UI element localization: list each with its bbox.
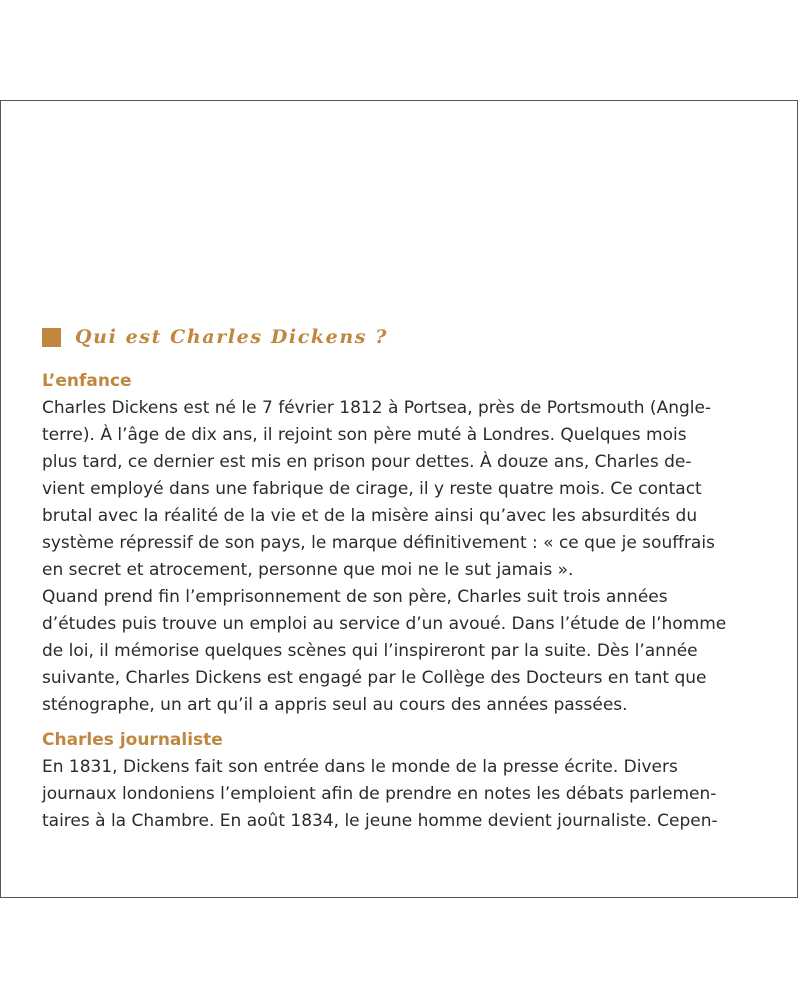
journaliste-section bbox=[42, 727, 762, 835]
text-line: En 1831, Dickens fait son entrée dans le monde de la presse écrite. Divers bbox=[42, 757, 678, 777]
text-line: sténographe, un art qu’il a appris seul au cours des années passées. bbox=[42, 695, 628, 715]
text-line: en secret et atrocement, personne que moi ne le sut jamais ». bbox=[42, 560, 574, 580]
text-line: terre). À l’âge de dix ans, il rejoint son père muté à Londres. Quelques mois bbox=[42, 425, 687, 445]
text-line: d’études puis trouve un emploi au service d’un avoué. Dans l’étude de l’homme bbox=[42, 614, 727, 634]
text-line: taires à la Chambre. En août 1834, le jeune homme devient journaliste. Cepen- bbox=[42, 811, 718, 831]
enfance-heading: L’enfance bbox=[42, 371, 132, 391]
text-line: de loi, il mémorise quelques scènes qui l’inspireront par la suite. Dès l’année bbox=[42, 641, 698, 661]
enfance-paragraph bbox=[42, 395, 762, 719]
text-line: Quand prend fin l’emprisonnement de son père, Charles suit trois années bbox=[42, 587, 668, 607]
section-spacer bbox=[42, 719, 762, 727]
section-header bbox=[42, 320, 762, 354]
journaliste-paragraph bbox=[42, 754, 762, 835]
document-content bbox=[42, 320, 762, 835]
journaliste-heading: Charles journaliste bbox=[42, 730, 223, 750]
text-line: vient employé dans une fabrique de cirage, il y reste quatre mois. Ce contact bbox=[42, 479, 702, 499]
text-line: brutal avec la réalité de la vie et de la misère ainsi qu’avec les absurdités du bbox=[42, 506, 698, 526]
text-line: journaux londoniens l’emploient afin de prendre en notes les débats parlemen- bbox=[42, 784, 717, 804]
text-line: système répressif de son pays, le marque définitivement : « ce que je souffrais bbox=[42, 533, 715, 553]
section-title: Qui est Charles Dickens ? bbox=[75, 326, 389, 348]
square-bullet-icon bbox=[42, 328, 61, 347]
enfance-section bbox=[42, 368, 762, 719]
text-line: plus tard, ce dernier est mis en prison pour dettes. À douze ans, Charles de- bbox=[42, 452, 692, 472]
text-line: suivante, Charles Dickens est engagé par le Collège des Docteurs en tant que bbox=[42, 668, 707, 688]
text-line: Charles Dickens est né le 7 février 1812 à Portsea, près de Portsmouth (Angle- bbox=[42, 398, 712, 418]
